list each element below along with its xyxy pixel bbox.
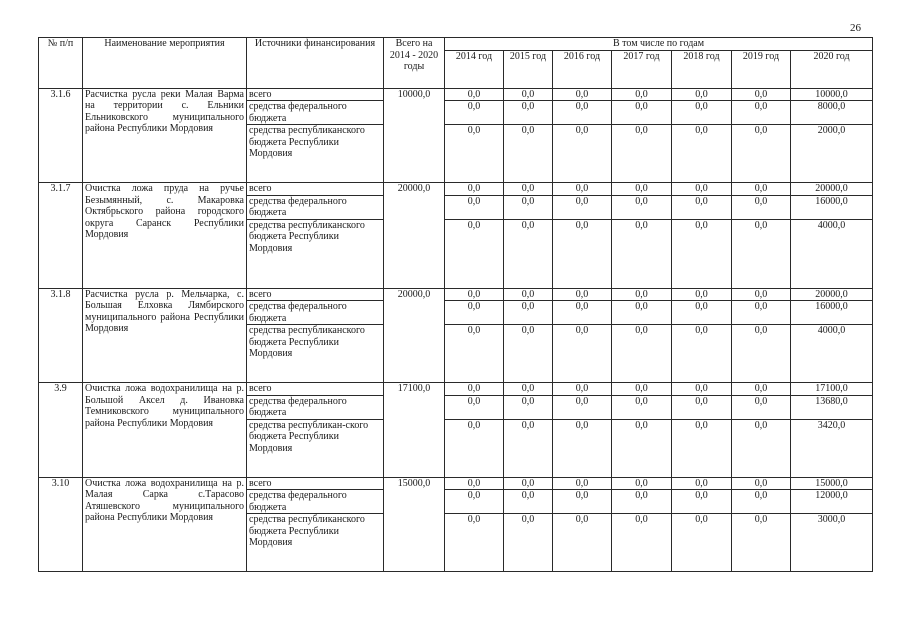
- funding-source: средства республиканского бюджета Республики Мордовия: [247, 325, 384, 383]
- year-amount: 0,0: [445, 183, 504, 196]
- year-amount: 0,0: [445, 288, 504, 301]
- year-amount: 0,0: [732, 101, 791, 125]
- year-amount: 0,0: [732, 301, 791, 325]
- year-amount: 0,0: [445, 325, 504, 383]
- year-amount: 0,0: [612, 395, 672, 419]
- year-amount: 0,0: [612, 325, 672, 383]
- year-amount: 0,0: [732, 88, 791, 101]
- year-amount: 0,0: [445, 514, 504, 572]
- year-amount: 0,0: [612, 301, 672, 325]
- table-row: [39, 183, 873, 196]
- year-amount: 0,0: [445, 395, 504, 419]
- col-header-year: 2018 год: [672, 50, 732, 88]
- year-amount: 15000,0: [791, 477, 873, 490]
- year-amount: 0,0: [553, 88, 612, 101]
- year-amount: 0,0: [553, 219, 612, 288]
- year-amount: 0,0: [445, 195, 504, 219]
- col-header-source: Источники финансирования: [247, 38, 384, 89]
- funding-source: средства республикан-ского бюджета Республики Мордовия: [247, 419, 384, 477]
- year-amount: 0,0: [612, 88, 672, 101]
- year-amount: 2000,0: [791, 125, 873, 183]
- year-amount: 0,0: [445, 219, 504, 288]
- funding-source: всего: [247, 288, 384, 301]
- year-amount: 0,0: [553, 125, 612, 183]
- year-amount: 0,0: [732, 490, 791, 514]
- year-amount: 0,0: [445, 477, 504, 490]
- year-amount: 0,0: [504, 125, 553, 183]
- year-amount: 16000,0: [791, 301, 873, 325]
- year-amount: 0,0: [612, 514, 672, 572]
- year-amount: 0,0: [672, 395, 732, 419]
- year-amount: 0,0: [732, 195, 791, 219]
- year-amount: 0,0: [504, 383, 553, 396]
- year-amount: 0,0: [553, 183, 612, 196]
- year-amount: 0,0: [732, 125, 791, 183]
- year-amount: 20000,0: [791, 288, 873, 301]
- funding-source: средства республиканского бюджета Республики Мордовия: [247, 514, 384, 572]
- year-amount: 0,0: [553, 301, 612, 325]
- year-amount: 0,0: [672, 88, 732, 101]
- year-amount: 0,0: [672, 183, 732, 196]
- year-amount: 0,0: [612, 195, 672, 219]
- year-amount: 0,0: [553, 477, 612, 490]
- year-amount: 0,0: [504, 195, 553, 219]
- year-amount: 0,0: [672, 325, 732, 383]
- total-amount: 20000,0: [384, 288, 445, 383]
- col-header-years-group: В том числе по годам: [445, 38, 873, 51]
- year-amount: 0,0: [504, 514, 553, 572]
- year-amount: 0,0: [504, 101, 553, 125]
- col-header-year: 2019 год: [732, 50, 791, 88]
- year-amount: 0,0: [504, 183, 553, 196]
- col-header-year: 2014 год: [445, 50, 504, 88]
- row-number: 3.1.8: [39, 288, 83, 383]
- year-amount: 0,0: [553, 419, 612, 477]
- year-amount: 0,0: [553, 195, 612, 219]
- year-amount: 0,0: [445, 101, 504, 125]
- table-row: [39, 477, 873, 490]
- funding-source: всего: [247, 383, 384, 396]
- year-amount: 0,0: [504, 395, 553, 419]
- year-amount: 0,0: [612, 383, 672, 396]
- year-amount: 0,0: [504, 419, 553, 477]
- year-amount: 0,0: [504, 219, 553, 288]
- funding-source: средства федерального бюджета: [247, 490, 384, 514]
- col-header-year: 2015 год: [504, 50, 553, 88]
- year-amount: 0,0: [445, 490, 504, 514]
- year-amount: 0,0: [504, 88, 553, 101]
- row-number: 3.1.6: [39, 88, 83, 183]
- year-amount: 0,0: [732, 395, 791, 419]
- header-row-top: [39, 38, 873, 51]
- year-amount: 0,0: [672, 125, 732, 183]
- year-amount: 0,0: [612, 125, 672, 183]
- year-amount: 0,0: [672, 301, 732, 325]
- year-amount: 0,0: [553, 514, 612, 572]
- year-amount: 0,0: [672, 101, 732, 125]
- col-header-num: № п/п: [39, 38, 83, 89]
- funding-source: всего: [247, 183, 384, 196]
- year-amount: 4000,0: [791, 219, 873, 288]
- year-amount: 0,0: [553, 395, 612, 419]
- year-amount: 0,0: [672, 490, 732, 514]
- activity-name: Очистка ложа водохранилища на р. Большой Аксел д. Ивановка Темниковского муниципального района Республики Мордовия: [83, 383, 247, 478]
- activity-name: Расчистка русла реки Малая Варма на территории с. Ельники Ельниковского муниципального района Республики Мордовия: [83, 88, 247, 183]
- year-amount: 12000,0: [791, 490, 873, 514]
- year-amount: 0,0: [504, 477, 553, 490]
- funding-source: средства федерального бюджета: [247, 195, 384, 219]
- funding-source: средства республиканского бюджета Республики Мордовия: [247, 125, 384, 183]
- year-amount: 0,0: [612, 477, 672, 490]
- year-amount: 17100,0: [791, 383, 873, 396]
- row-number: 3.9: [39, 383, 83, 478]
- year-amount: 0,0: [553, 490, 612, 514]
- year-amount: 0,0: [445, 88, 504, 101]
- year-amount: 0,0: [672, 419, 732, 477]
- total-amount: 15000,0: [384, 477, 445, 572]
- table-row: [39, 88, 873, 101]
- year-amount: 20000,0: [791, 183, 873, 196]
- funding-source: всего: [247, 88, 384, 101]
- year-amount: 0,0: [612, 288, 672, 301]
- row-number: 3.1.7: [39, 183, 83, 289]
- col-header-name: Наименование мероприятия: [83, 38, 247, 89]
- year-amount: 0,0: [553, 383, 612, 396]
- funding-source: средства федерального бюджета: [247, 301, 384, 325]
- year-amount: 4000,0: [791, 325, 873, 383]
- funding-source: средства федерального бюджета: [247, 395, 384, 419]
- row-number: 3.10: [39, 477, 83, 572]
- year-amount: 0,0: [732, 183, 791, 196]
- year-amount: 3000,0: [791, 514, 873, 572]
- year-amount: 16000,0: [791, 195, 873, 219]
- page-number: 26: [850, 22, 861, 34]
- year-amount: 0,0: [732, 288, 791, 301]
- year-amount: 0,0: [732, 477, 791, 490]
- year-amount: 0,0: [553, 288, 612, 301]
- year-amount: 0,0: [672, 514, 732, 572]
- year-amount: 0,0: [612, 419, 672, 477]
- year-amount: 0,0: [553, 101, 612, 125]
- table-body: [39, 88, 873, 572]
- year-amount: 0,0: [445, 301, 504, 325]
- year-amount: 0,0: [612, 183, 672, 196]
- funding-source: средства республиканского бюджета Республики Мордовия: [247, 219, 384, 288]
- activity-name: Расчистка русла р. Мельчарка, с. Большая Елховка Лямбирского муниципального района Республики Мордовия: [83, 288, 247, 383]
- total-amount: 10000,0: [384, 88, 445, 183]
- year-amount: 0,0: [732, 383, 791, 396]
- year-amount: 0,0: [732, 419, 791, 477]
- year-amount: 0,0: [672, 219, 732, 288]
- funding-source: всего: [247, 477, 384, 490]
- year-amount: 13680,0: [791, 395, 873, 419]
- year-amount: 8000,0: [791, 101, 873, 125]
- total-amount: 17100,0: [384, 383, 445, 478]
- year-amount: 0,0: [732, 219, 791, 288]
- activity-name: Очистка ложа пруда на ручье Безымянный, с. Макаровка Октябрьского района городского округа Саранск Республики Мордовия: [83, 183, 247, 289]
- year-amount: 0,0: [445, 383, 504, 396]
- year-amount: 0,0: [445, 419, 504, 477]
- col-header-total: Всего на 2014 - 2020 годы: [384, 38, 445, 89]
- year-amount: 0,0: [732, 325, 791, 383]
- funding-source: средства федерального бюджета: [247, 101, 384, 125]
- year-amount: 3420,0: [791, 419, 873, 477]
- col-header-year: 2016 год: [553, 50, 612, 88]
- col-header-year: 2017 год: [612, 50, 672, 88]
- year-amount: 0,0: [612, 490, 672, 514]
- year-amount: 10000,0: [791, 88, 873, 101]
- col-header-year: 2020 год: [791, 50, 873, 88]
- table-row: [39, 383, 873, 396]
- year-amount: 0,0: [612, 101, 672, 125]
- year-amount: 0,0: [504, 288, 553, 301]
- year-amount: 0,0: [504, 325, 553, 383]
- year-amount: 0,0: [672, 477, 732, 490]
- total-amount: 20000,0: [384, 183, 445, 289]
- year-amount: 0,0: [612, 219, 672, 288]
- year-amount: 0,0: [672, 195, 732, 219]
- year-amount: 0,0: [504, 490, 553, 514]
- year-amount: 0,0: [732, 514, 791, 572]
- year-amount: 0,0: [445, 125, 504, 183]
- year-amount: 0,0: [504, 301, 553, 325]
- year-amount: 0,0: [672, 383, 732, 396]
- budget-table: [38, 37, 873, 572]
- year-amount: 0,0: [553, 325, 612, 383]
- activity-name: Очистка ложа водохранилища на р. Малая Сарка с.Тарасово Атяшевского муниципального района Республики Мордовия: [83, 477, 247, 572]
- year-amount: 0,0: [672, 288, 732, 301]
- table-row: [39, 288, 873, 301]
